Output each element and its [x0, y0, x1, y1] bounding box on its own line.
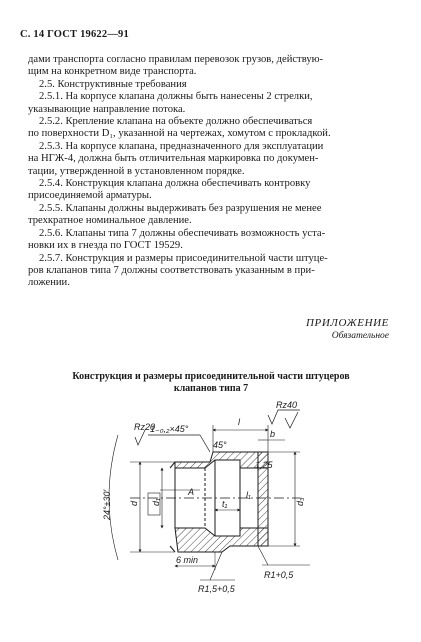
- text-line: ложении.: [28, 277, 70, 289]
- text-line: тации, утвержденной в установленном порядке.: [28, 165, 245, 177]
- roughness-rz40-label: Rz40: [276, 400, 298, 410]
- dim-l-label: l: [238, 417, 240, 427]
- dim-l1-label: l₁: [246, 490, 251, 500]
- dim-t1-label: t₁: [222, 499, 228, 509]
- radius-r1-label: R1+0,5: [264, 570, 294, 580]
- text-line: ров клапанов типа 7 должны соответствовать указанным в при-: [28, 264, 315, 276]
- fitting-outline-bottom: [175, 528, 268, 552]
- text-line: щим на конкретном виде транспорта.: [28, 66, 197, 78]
- text-line: трехкратное номинальное давление.: [28, 215, 192, 227]
- text-line: новки их в гнезда по ГОСТ 19529.: [28, 240, 183, 252]
- text-line: указывающие направление потока.: [28, 103, 186, 115]
- dim-b-label: b: [270, 429, 276, 439]
- text-line: по поверхности D₁, указанной на чертежах, хомутом с прокладкой.: [28, 128, 331, 140]
- dim-d3-label: d₃: [295, 497, 305, 506]
- angle-45-label: 45°: [213, 440, 227, 450]
- chamfer-label: 1₋₀,₂×45°: [150, 424, 189, 434]
- roughness-rz20-label: Rz20: [134, 422, 156, 432]
- roughness-125-label: 1,25: [255, 460, 273, 470]
- appendix-title: ПРИЛОЖЕНИЕ: [306, 317, 389, 329]
- text-line: 2.5.2. Крепление клапана на объекте должно обеспечиваться: [39, 116, 313, 128]
- text-line: 2.5.3. На корпусе клапана, предназначенного для эксплуатации: [39, 140, 324, 152]
- text-line: присоединяемой арматуры.: [28, 190, 152, 202]
- text-line: дами транспорта согласно правилам перевозок грузов, действую-: [28, 54, 324, 65]
- text-line: 2.5.5. Клапаны должны выдерживать без разрушения не менее: [39, 202, 322, 214]
- page-header: С. 14 ГОСТ 19622—91: [20, 29, 129, 40]
- figure-title-line-1: Конструкция и размеры присоединительной части штуцеров: [72, 371, 350, 382]
- text-line: 2.5.6. Клапаны типа 7 должны обеспечивать возможность уста-: [39, 227, 326, 239]
- radius-r15-label: R1,5+0,5: [198, 584, 235, 594]
- figure-title-line-2: клапанов типа 7: [173, 383, 249, 394]
- text-line: 2.5.1. На корпусе клапана должны быть нанесены 2 стрелки,: [39, 91, 313, 103]
- dim-d-label: d: [129, 500, 139, 506]
- section-heading: 2.5. Конструктивные требования: [39, 78, 187, 90]
- dim-6min-label: 6 min: [176, 555, 199, 565]
- text-line: 2.5.7. Конструкция и размеры присоединительной части штуце-: [39, 252, 328, 264]
- section-a-label: A: [188, 487, 195, 497]
- text-line: на НГЖ-4, должна быть отличительная маркировка по докумен-: [28, 153, 319, 165]
- appendix-subtitle: Обязательное: [331, 331, 389, 341]
- text-line: 2.5.4. Конструкция клапана должна обеспечивать контровку: [39, 178, 311, 190]
- angle-24-label: 24°±30′: [102, 489, 112, 520]
- dim-d1-label: d₁: [151, 498, 161, 506]
